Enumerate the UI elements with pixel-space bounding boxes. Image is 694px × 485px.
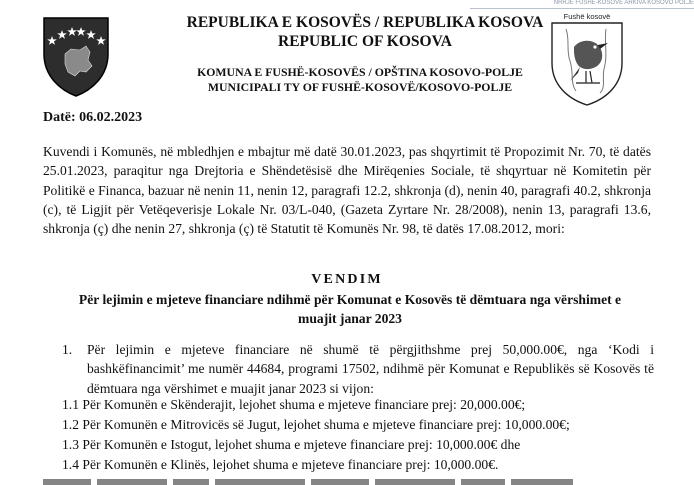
- decision-subtitle: Për lejimin e mjeteve financiare ndihmë për Komunat e Kosovës të dëmtuara nga vërshimet e muajit janar 2023: [78, 292, 622, 326]
- item-text: Për lejimin e mjeteve financiare në shumë të përgjithshme prej 50,000.00€, nga ‘Kodi i bashkëfinancimit’ me numër 44684, programi 17502, ndihmë për Komunat e Republikës së Kosovës të dëmtuara nga vërshimet e muajit janar 2023 si vijon:: [87, 342, 654, 396]
- municipal-logo-caption: Fushë kosovë: [563, 12, 611, 21]
- subitem-1-1: 1.1 Për Komunën e Skënderajit, lejohet shuma e mjeteve financiare prej: 20,000.00€;: [62, 397, 526, 412]
- kosovo-coat-of-arms: [40, 14, 112, 98]
- cut-off-text-line: [43, 479, 643, 485]
- intro-paragraph: Kuvendi i Komunës, në mbledhjen e mbajtur më datë 30.01.2023, pas shqyrtimit të Propozimit Nr. 70, të datës 25.01.2023, paraqitur nga Drejtoria e Shëndetësisë dhe Mirëqenies Sociale, të shqyrtuar në Komitetin për Politikë e Financa, bazuar në nenin 11, nenin 12, paragrafi 12.2, shkronja (d), nenin 40, paragrafi 40.2, shkronja (c), të Ligjit për Vetëqeverisje Lokale Nr. 03/L-040, (Gazeta Zyrtare Nr. 28/2008), nenin 13, paragrafi 13.6, shkronja (ç) dhe nenin 27, shkronja (ç) të Statutit të Komunës Nr. 98, të datës 17.08.2012, mori:: [43, 144, 652, 237]
- subitem-1-3: 1.3 Për Komunën e Istogut, lejohet shuma e mjeteve financiare prej: 10,000.00€ dhe: [62, 437, 521, 452]
- header-republic-english: REPUBLIC OF KOSOVA: [278, 33, 452, 50]
- item-number: 1.: [62, 342, 73, 357]
- document-date: Datë: 06.02.2023: [43, 110, 143, 125]
- subitem-1-2: 1.2 Për Komunën e Mitrovicës së Jugut, lejohet shuma e mjeteve financiare prej: 10,000.00€;: [62, 417, 570, 432]
- decision-item-1: [62, 340, 654, 398]
- header-republic-title: REPUBLIKA E KOSOVËS / REPUBLIKA KOSOVA: [186, 14, 544, 31]
- archive-stamp: NRRJE FUSHË-KOSOVË ARKIVA KOSOVO POLJE: [470, 0, 694, 9]
- header-municipality-title: KOMUNA E FUSHË-KOSOVËS / OPŠTINA KOSOVO-POLJE: [197, 65, 523, 79]
- subitem-1-4: 1.4 Për Komunën e Klinës, lejohet shuma e mjeteve financiare prej: 10,000.00€.: [62, 457, 499, 472]
- header-municipality-english: MUNICIPALI TY OF FUSHË-KOSOVË/KOSOVO-POLJE: [207, 80, 513, 94]
- decision-title: VENDIM: [311, 272, 383, 287]
